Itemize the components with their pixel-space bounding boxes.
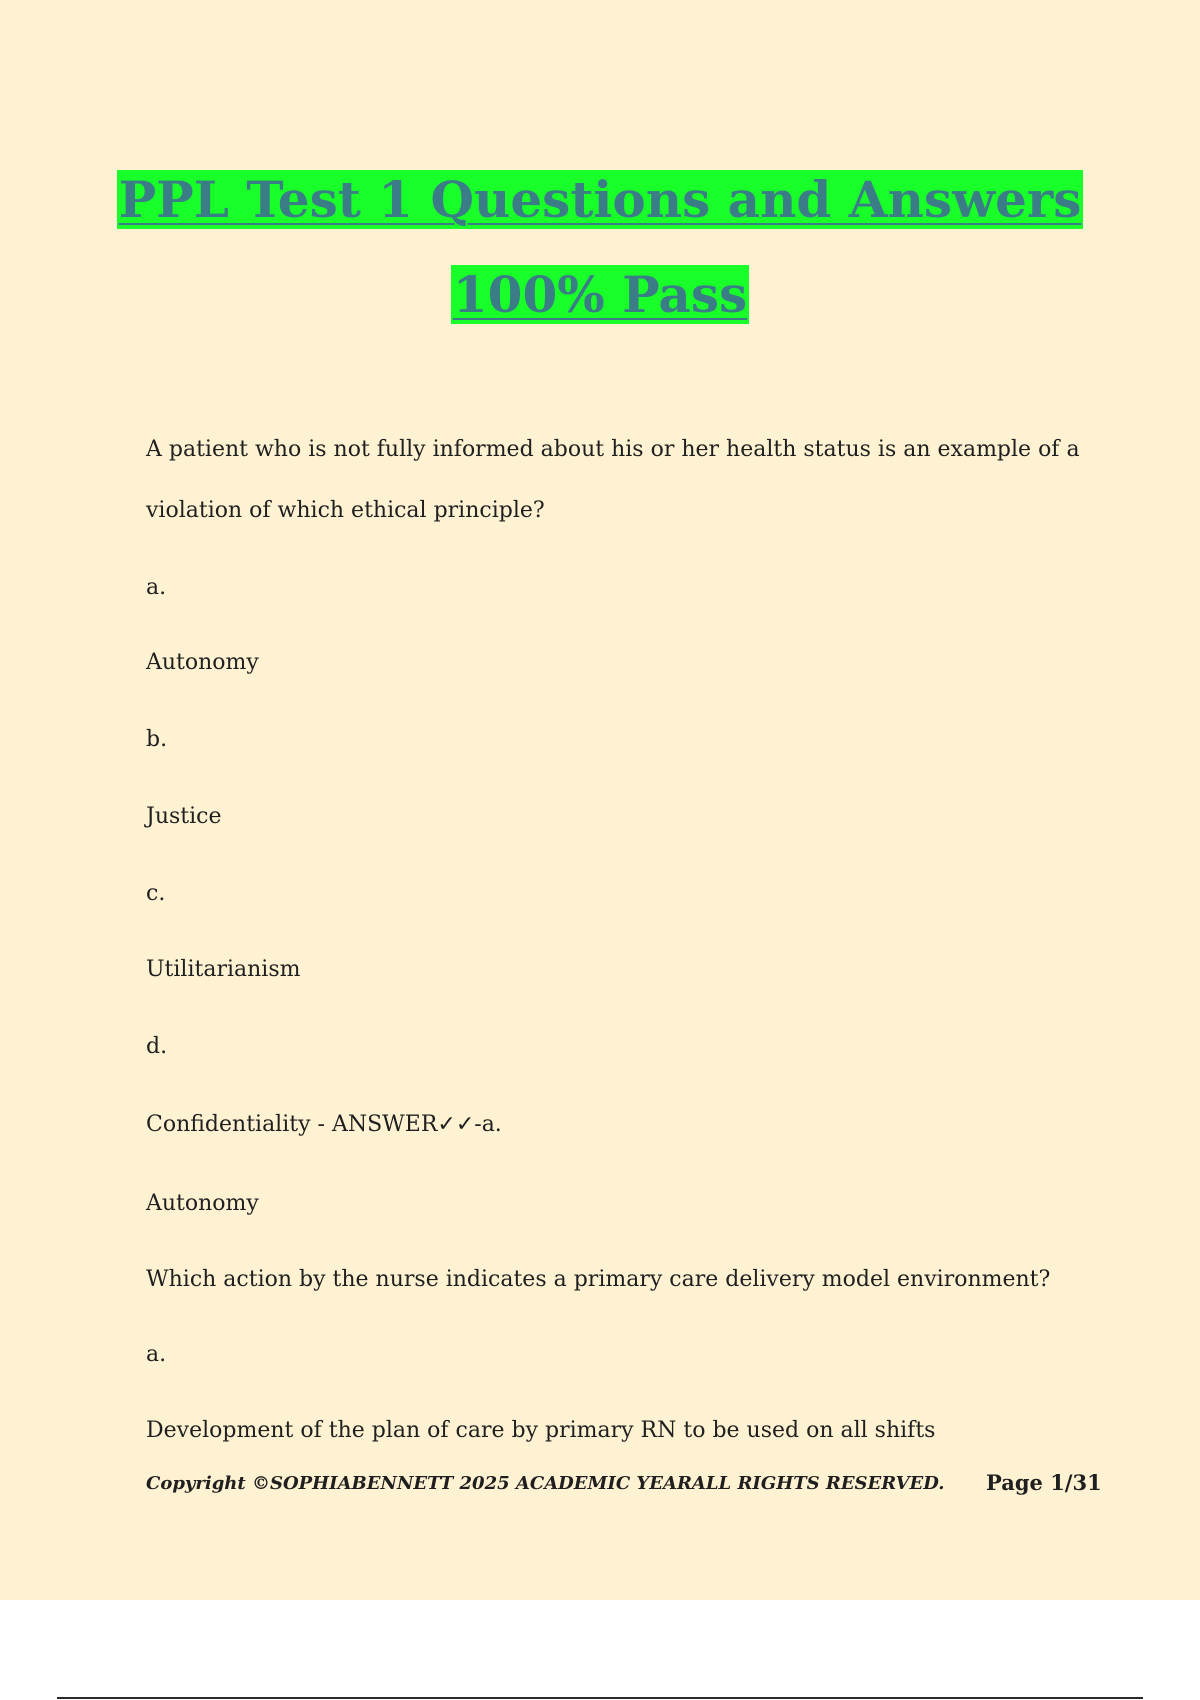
- bottom-divider: [57, 1697, 1143, 1699]
- option-a-text: Autonomy: [146, 650, 259, 675]
- title-text-2: 100% Pass: [452, 265, 748, 324]
- option-d-text-with-answer: Confidentiality - ANSWER✓✓-a.: [146, 1112, 502, 1137]
- option-b-text: Justice: [146, 804, 222, 829]
- question-2-option-a-text: Development of the plan of care by primary RN to be used on all shifts: [146, 1418, 936, 1443]
- question-1-text-line-1: A patient who is not fully informed about his or her health status is an example of a: [146, 437, 1080, 462]
- question-1-text-line-2: violation of which ethical principle?: [146, 498, 545, 523]
- option-b-letter: b.: [146, 727, 168, 752]
- title-text-1: PPL Test 1 Questions and Answers: [118, 170, 1082, 229]
- document-title-line-2: [0, 265, 1200, 325]
- answer-text: Autonomy: [146, 1191, 259, 1216]
- document-title-line-1: [0, 170, 1200, 230]
- footer-page-number: Page 1/31: [986, 1470, 1102, 1495]
- footer-copyright: Copyright ©SOPHIABENNETT 2025 ACADEMIC YEARALL RIGHTS RESERVED.: [146, 1473, 945, 1494]
- option-c-letter: c.: [146, 881, 166, 906]
- question-2-text: Which action by the nurse indicates a primary care delivery model environment?: [146, 1267, 1051, 1292]
- option-d-letter: d.: [146, 1034, 168, 1059]
- option-c-text: Utilitarianism: [146, 957, 301, 982]
- option-a-letter: a.: [146, 575, 167, 600]
- question-2-option-a-letter: a.: [146, 1342, 167, 1367]
